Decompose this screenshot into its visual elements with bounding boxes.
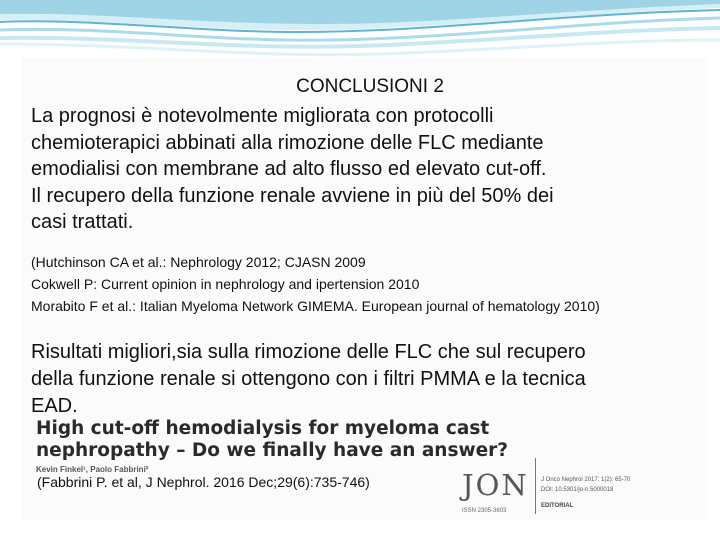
- slide-title: CONCLUSIONI 2: [296, 76, 444, 97]
- journal-meta-line: J Onco Nephrol 2017; 1(2): 65-70: [541, 477, 631, 483]
- journal-issn: ISSN 2305-3603: [462, 508, 507, 514]
- results-paragraph: [31, 339, 703, 420]
- journal-section-label: EDITORIAL: [541, 503, 574, 509]
- paper-title-image: [36, 418, 508, 462]
- main-paragraph: [31, 103, 703, 236]
- journal-meta: [541, 475, 630, 495]
- result-line: Risultati migliori,sia sulla rimozione delle FLC che sul recupero: [31, 341, 586, 363]
- paper-title-line: nephropathy – Do we finally have an answer?: [36, 440, 508, 461]
- reference-line: (Hutchinson CA et al.: Nephrology 2012; CJASN 2009: [31, 254, 366, 270]
- result-line: della funzione renale si ottengono con i filtri PMMA e la tecnica: [31, 368, 586, 390]
- main-line: emodialisi con membrane ad alto flusso ed elevato cut-off.: [31, 158, 547, 180]
- references-list: [31, 251, 703, 317]
- reference-line: Cokwell P: Current opinion in nephrology and ipertension 2010: [31, 276, 420, 292]
- paper-title-line: High cut-off hemodialysis for myeloma cast: [36, 418, 490, 439]
- main-line: chemioterapici abbinati alla rimozione delle FLC mediante: [31, 131, 544, 154]
- reference-line: Morabito F et al.: Italian Myeloma Network GIMEMA. European journal of hematology 2010): [31, 298, 600, 314]
- journal-divider: [535, 458, 536, 514]
- main-line: Il recupero della funzione renale avviene in più del 50% dei: [31, 184, 554, 207]
- journal-logo: JON: [462, 468, 529, 502]
- main-line: La prognosi è notevolmente migliorata con protocolli: [31, 105, 494, 127]
- paper-citation: (Fabbrini P. et al, J Nephrol. 2016 Dec;29(6):735-746): [37, 474, 370, 490]
- paper-authors: Kevin Finkel¹, Paolo Fabbrini²: [36, 465, 149, 474]
- result-line: EAD.: [31, 395, 78, 417]
- main-line: casi trattati.: [31, 211, 134, 233]
- journal-meta-line: DOI: 10.5301/jo-n.5000018: [541, 487, 614, 493]
